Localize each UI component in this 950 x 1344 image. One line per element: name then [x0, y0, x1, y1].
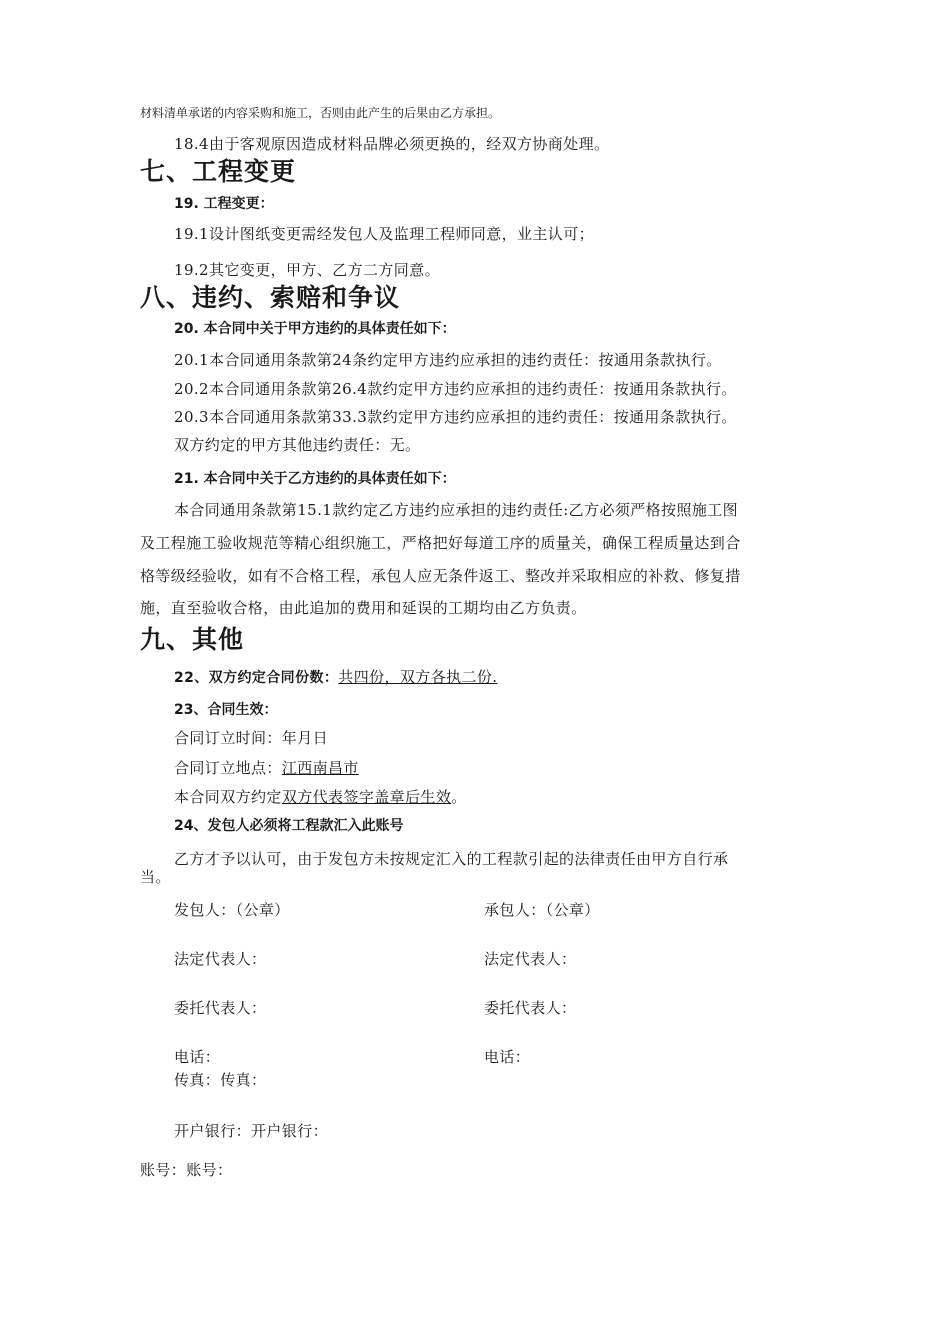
clause-24-title: 24、发包人必须将工程款汇入此账号: [174, 818, 404, 834]
account-line: 账号：账号：: [140, 1161, 233, 1179]
bank-line: 开户银行：开户银行：: [174, 1122, 329, 1140]
clause-21-text-4: 施，直至验收合格，由此追加的费用和延误的工期均由乙方负责。: [140, 599, 587, 617]
contract-effective-label: 本合同双方约定: [174, 788, 282, 806]
section-9-heading: 九、其他: [140, 625, 245, 654]
employer-agent: 委托代表人：: [174, 999, 267, 1017]
section-8-heading: 八、违约、索赔和争议: [140, 283, 401, 312]
clause-22-label: 22、双方约定合同份数：: [174, 670, 339, 686]
section-7-heading: 七、工程变更: [140, 157, 297, 186]
contractor-seal-label: 承包人：（公章）: [484, 901, 600, 919]
clause-18-4: 18.4由于客观原因造成材料品牌必须更换的，经双方协商处理。: [174, 135, 610, 153]
clause-20-other: 双方约定的甲方其他违约责任：无。: [174, 436, 421, 454]
clause-21-title: 21. 本合同中关于乙方违约的具体责任如下：: [174, 471, 456, 487]
continued-text-line: 材料清单承诺的内容采购和施工，否则由此产生的后果由乙方承担。: [140, 106, 501, 120]
clause-21-text-2: 及工程施工验收规范等精心组织施工，严格把好每道工序的质量关，确保工程质量达到合: [140, 534, 741, 552]
contract-effective-end: 。: [451, 788, 467, 806]
clause-21-text-1: 本合同通用条款第15.1款约定乙方违约应承担的违约责任:乙方必须严格按照施工图: [174, 501, 739, 519]
clause-22: [174, 666, 497, 687]
contract-place-value: 江西南昌市: [281, 759, 359, 777]
contractor-phone: 电话：: [484, 1048, 531, 1066]
clause-21-text-3: 格等级经验收，如有不合格工程，承包人应无条件返工、整改并采取相应的补救、修复措: [140, 567, 741, 585]
clause-19-1: 19.1设计图纸变更需经发包人及监理工程师同意，业主认可；: [174, 225, 595, 243]
contract-place-label: 合同订立地点：: [174, 759, 282, 777]
contract-place: [174, 757, 359, 778]
fax-line: 传真：传真：: [174, 1071, 267, 1089]
contract-effective: [174, 786, 467, 807]
clause-20-3: 20.3本合同通用条款第33.3款约定甲方违约应承担的违约责任：按通用条款执行。: [174, 408, 737, 426]
contractor-agent: 委托代表人：: [484, 999, 577, 1017]
contract-date: 合同订立时间：年月日: [174, 729, 329, 747]
clause-20-1: 20.1本合同通用条款第24条约定甲方违约应承担的违约责任：按通用条款执行。: [174, 351, 722, 369]
clause-20-2: 20.2本合同通用条款第26.4款约定甲方违约应承担的违约责任：按通用条款执行。: [174, 380, 737, 398]
clause-22-value: 共四份，双方各执二份.: [338, 668, 498, 686]
clause-23-title: 23、合同生效：: [174, 702, 278, 718]
clause-19-title: 19. 工程变更：: [174, 196, 274, 212]
contract-effective-value: 双方代表签字盖章后生效: [281, 788, 452, 806]
employer-phone: 电话：: [174, 1048, 221, 1066]
clause-24-text: 乙方才予以认可，由于发包方未按规定汇入的工程款引起的法律责任由甲方自行承: [174, 850, 729, 868]
employer-legal-rep: 法定代表人：: [174, 950, 267, 968]
clause-20-title: 20. 本合同中关于甲方违约的具体责任如下：: [174, 321, 456, 337]
contractor-legal-rep: 法定代表人：: [484, 950, 577, 968]
employer-seal-label: 发包人：（公章）: [174, 901, 290, 919]
clause-19-2: 19.2其它变更，甲方、乙方二方同意。: [174, 261, 440, 279]
clause-24-text-end: 当。: [140, 868, 171, 886]
